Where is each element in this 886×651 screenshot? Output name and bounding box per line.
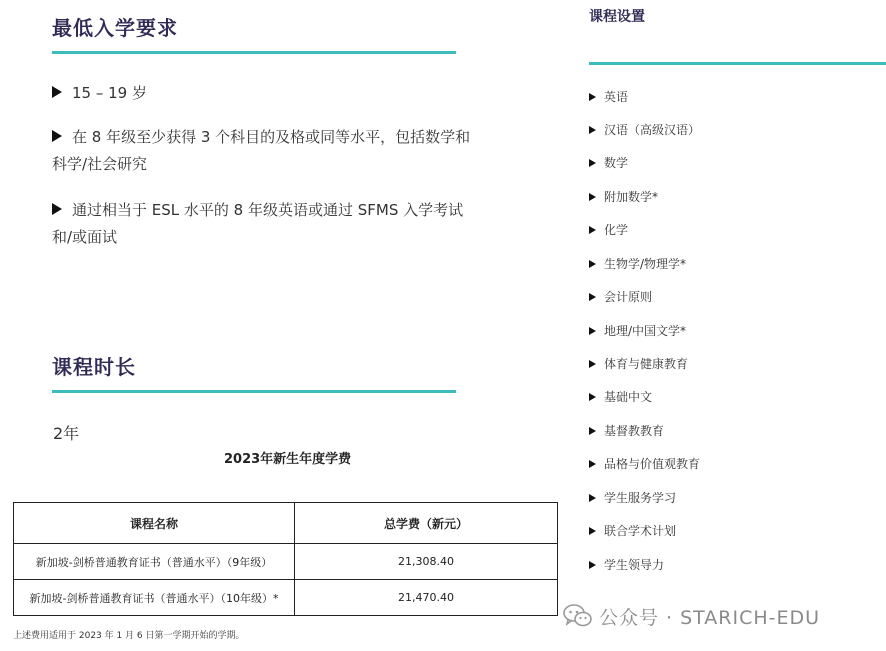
bullet-triangle-icon: [589, 527, 596, 535]
requirement-item: 在 8 年级至少获得 3 个科目的及格或同等水平，包括数学和科学/社会研究: [52, 128, 471, 173]
requirements-title: 最低入学要求: [52, 16, 178, 40]
course-item: 基督教教育: [589, 422, 664, 439]
requirement-item: 15 – 19 岁: [52, 80, 472, 107]
fees-course-name: 新加坡-剑桥普通教育证书（普通水平）（10年级）*: [14, 580, 295, 616]
bullet-triangle-icon: [52, 130, 62, 142]
bullet-triangle-icon: [589, 260, 596, 268]
fees-course-name: 新加坡-剑桥普通教育证书（普通水平）（9年级）: [14, 544, 295, 580]
fees-header-row: [14, 503, 558, 544]
table-row: [14, 580, 558, 616]
bullet-triangle-icon: [589, 327, 596, 335]
bullet-triangle-icon: [589, 561, 596, 569]
fees-header-total: 总学费（新元）: [295, 503, 558, 544]
requirement-item: 通过相当于 ESL 水平的 8 年级英语或通过 SFMS 入学考试和/或面试: [52, 201, 464, 246]
watermark-text: 公众号 · STARICH-EDU: [599, 606, 821, 629]
bullet-triangle-icon: [589, 460, 596, 468]
course-item: 生物学/物理学*: [589, 255, 686, 272]
bullet-triangle-icon: [589, 126, 596, 134]
bullet-triangle-icon: [589, 494, 596, 502]
bullet-triangle-icon: [589, 193, 596, 201]
course-item: 化学: [589, 221, 628, 238]
fees-caption: 2023年新生年度学费: [224, 452, 352, 467]
duration-divider: [52, 390, 456, 393]
bullet-triangle-icon: [52, 86, 62, 98]
fees-total: 21,470.40: [295, 580, 558, 616]
course-item: 基础中文: [589, 388, 652, 405]
course-item: 数学: [589, 154, 628, 171]
bullet-triangle-icon: [589, 93, 596, 101]
watermark: [563, 601, 820, 631]
bullet-triangle-icon: [589, 159, 596, 167]
courses-title: 课程设置: [589, 9, 645, 25]
bullet-triangle-icon: [589, 293, 596, 301]
course-item: 联合学术计划: [589, 522, 676, 539]
course-item: 地理/中国文学*: [589, 322, 686, 339]
course-item: 附加数学*: [589, 188, 658, 205]
course-item: 学生服务学习: [589, 489, 676, 506]
bullet-triangle-icon: [589, 393, 596, 401]
wechat-icon: [563, 603, 593, 629]
duration-value: 2年: [53, 424, 80, 443]
fees-table: [13, 502, 558, 616]
duration-title: 课程时长: [52, 355, 136, 379]
course-item: 汉语（高级汉语）: [589, 121, 700, 138]
course-item: 学生领导力: [589, 556, 664, 573]
bullet-triangle-icon: [589, 360, 596, 368]
bullet-triangle-icon: [589, 427, 596, 435]
requirements-divider: [52, 51, 456, 54]
course-item: 英语: [589, 88, 628, 105]
course-item: 体育与健康教育: [589, 355, 688, 372]
table-row: [14, 544, 558, 580]
fees-total: 21,308.40: [295, 544, 558, 580]
courses-divider: [589, 62, 886, 65]
course-item: 会计原则: [589, 288, 652, 305]
bullet-triangle-icon: [52, 203, 62, 215]
fees-footnote: 上述费用适用于 2023 年 1 月 6 日第一学期开始的学期。: [13, 631, 245, 641]
bullet-triangle-icon: [589, 226, 596, 234]
course-item: 品格与价值观教育: [589, 455, 700, 472]
fees-header-course: 课程名称: [14, 503, 295, 544]
